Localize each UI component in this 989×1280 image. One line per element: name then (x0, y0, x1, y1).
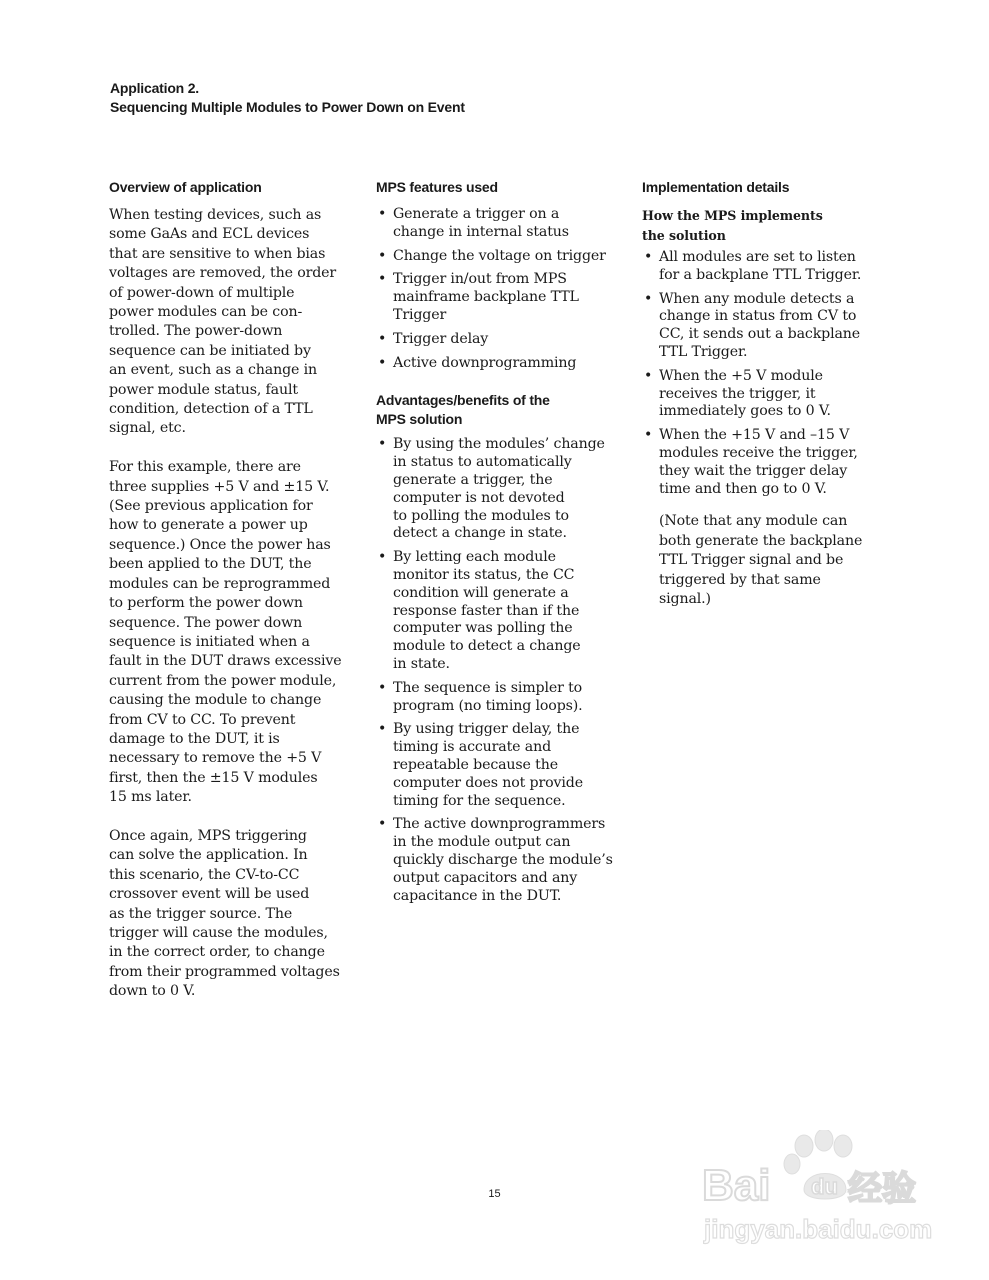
bullet-icon: • (378, 354, 387, 371)
list-item (642, 427, 887, 498)
bullet-icon: • (378, 549, 387, 566)
bullet-icon: • (378, 436, 387, 453)
list-item-text: Trigger delay (393, 330, 489, 347)
list-item (376, 206, 624, 242)
list-item-text: By letting each module monitor its status, the CC condition will generate a response faster than if the computer was polling the module to detect a change in state. (393, 549, 581, 672)
application-number: Application 2. (110, 80, 199, 96)
overview-title: Overview of application (109, 179, 262, 195)
implementation-note: (Note that any module can both generate the backplane TTL Trigger signal and be triggered by that same signal.) (659, 513, 863, 607)
implementation-list (642, 249, 887, 498)
bullet-icon: • (644, 290, 653, 307)
list-item (376, 721, 624, 810)
page-heading (110, 79, 465, 117)
bullet-icon: • (378, 271, 387, 288)
list-item (376, 436, 624, 543)
bullet-icon: • (644, 367, 653, 384)
features-list (376, 206, 624, 372)
list-item (376, 331, 624, 349)
bullet-icon: • (378, 206, 387, 222)
bullet-icon: • (378, 721, 387, 738)
page-number: 15 (488, 1188, 501, 1200)
list-item (642, 368, 887, 421)
advantages-list (376, 436, 624, 905)
application-title: Sequencing Multiple Modules to Power Down on Event (110, 99, 465, 115)
list-item-text: Change the voltage on trigger (393, 247, 606, 264)
list-item (376, 248, 624, 266)
list-item-text: When the +15 V and –15 V modules receive the trigger, they wait the trigger delay time and then go to 0 V. (659, 427, 858, 497)
implementation-subtitle: How the MPS implements the solution (642, 208, 823, 243)
list-item-text: When the +5 V module receives the trigger, it immediately goes to 0 V. (659, 367, 831, 420)
list-item (642, 291, 887, 362)
list-item-text: The sequence is simpler to program (no timing loops). (393, 679, 583, 714)
bullet-icon: • (378, 247, 387, 264)
list-item (642, 249, 887, 285)
list-item (376, 549, 624, 674)
svg-text:du: du (811, 1174, 838, 1199)
bullet-icon: • (378, 679, 387, 696)
bullet-icon: • (644, 427, 653, 444)
list-item (376, 271, 624, 324)
bullet-icon: • (378, 816, 387, 833)
watermark-paw-icon (700, 1130, 940, 1250)
list-item-text: Generate a trigger on a change in internal status (393, 206, 569, 240)
overview-column (109, 178, 354, 1021)
implementation-column (642, 178, 887, 609)
list-item-text: Active downprogramming (393, 354, 577, 371)
implementation-title: Implementation details (642, 179, 790, 195)
list-item (376, 355, 624, 373)
baidu-watermark-logo (700, 1130, 940, 1250)
overview-paragraph: When testing devices, such as some GaAs and ECL devices that are sensitive to when bias voltages are removed, the order of power-down of multiple power modules can be con- trolled. The power-down sequence can be initiated by an event, such as a change in power module status, fault condition, detection of a TTL signal, etc. (109, 207, 337, 437)
list-item-text: By using trigger delay, the timing is accurate and repeatable because the computer does not provide timing for the sequence. (393, 721, 583, 809)
svg-text:Bai: Bai (702, 1161, 771, 1210)
features-title: MPS features used (376, 179, 498, 195)
list-item-text: Trigger in/out from MPS mainframe backplane TTL Trigger (393, 271, 579, 323)
list-item (376, 816, 624, 905)
list-item (376, 680, 624, 716)
svg-text:经验: 经验 (848, 1170, 916, 1208)
overview-paragraph: For this example, there are three supplies +5 V and ±15 V. (See previous application for how to generate a power up sequence.) Once the power has been applied to the DUT, the modules can be reprogrammed to perform the power down sequence. The power down sequence is initiated when a fault in the DUT draws excessive current from the power module, causing the module to change from CV to CC. To prevent damage to the DUT, it is necessary to remove the +5 V first, then the ±15 V modules 15 ms later. (109, 459, 342, 806)
list-item-text: When any module detects a change in status from CV to CC, it sends out a backplane TTL Trigger. (659, 290, 861, 360)
overview-paragraph: Once again, MPS triggering can solve the application. In this scenario, the CV-to-CC crossover event will be used as the trigger source. The trigger will cause the modules, in the correct order, to change from their programmed voltages down to 0 V. (109, 827, 340, 1000)
svg-text:jingyan.baidu.com: jingyan.baidu.com (704, 1214, 933, 1244)
bullet-icon: • (644, 249, 653, 265)
advantages-title: Advantages/benefits of the MPS solution (376, 392, 550, 428)
features-column (376, 178, 624, 911)
bullet-icon: • (378, 330, 387, 347)
list-item-text: By using the modules’ change in status to automatically generate a trigger, the computer is not devoted to polling the modules to detect a change in state. (393, 436, 605, 542)
list-item-text: All modules are set to listen for a backplane TTL Trigger. (659, 249, 862, 283)
list-item-text: The active downprogrammers in the module output can quickly discharge the module’s output capacitors and any capacitance in the DUT. (393, 816, 613, 904)
